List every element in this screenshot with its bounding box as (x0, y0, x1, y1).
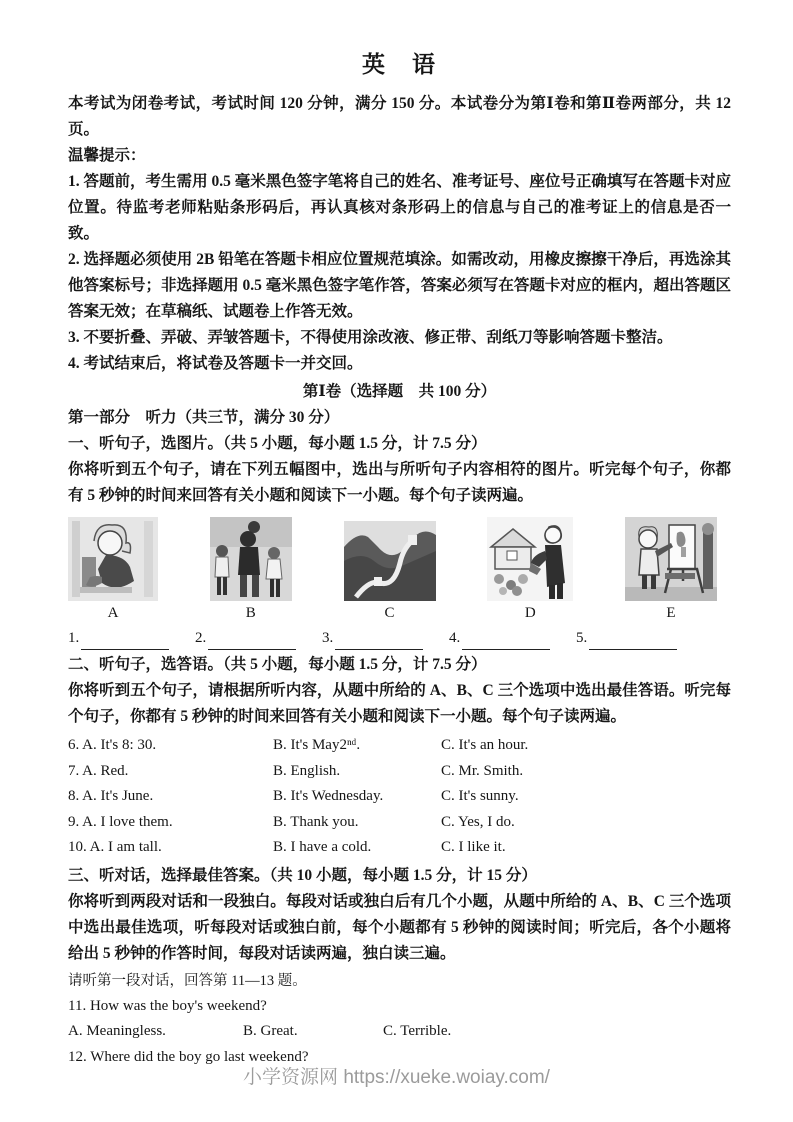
q10-option-b: B. I have a cold. (273, 839, 372, 855)
site-watermark: 小学资源网 https://xueke.woiay.com/ (243, 1067, 550, 1088)
q9-option-c: C. Yes, I do. (441, 813, 515, 830)
q8-option-b: B. It's Wednesday. (273, 788, 384, 804)
picture-label-b: B (245, 605, 256, 621)
q7-option-a: 7. A. Red. (68, 762, 129, 779)
picture-label-c: C (384, 605, 395, 621)
girl-crouching-image (68, 517, 158, 601)
q8-option-a: 8. A. It's June. (68, 788, 154, 804)
question-11-text: 11. How was the boy's weekend? (68, 997, 267, 1014)
tip-2: 2. 选择题必须使用 2B 铅笔在答题卡相应位置规范填涂。如需改动，用橡皮擦擦干净后，再选涂其他答案标号；非选择题用 0.5 毫米黑色签字笔作答，答案必须写在答题卡对应的框内，超出答题区答案无效；在草稿纸、试题卷上作答无效。 (68, 251, 731, 320)
blank-number: 1. (68, 630, 80, 646)
section3-header: 三、听对话，选择最佳答案。（共 10 小题，每小题 1.5 分，计 15 分） (68, 866, 537, 884)
part1-header: 第一部分 听力（共三节，满分 30 分） (68, 409, 340, 426)
picture-label-e: E (666, 605, 676, 621)
exam-paper-page (68, 46, 731, 1070)
child-painting-image (625, 517, 717, 601)
picture-options-row (68, 517, 731, 622)
q6-option-b: B. It's May2ⁿᵈ. (273, 737, 361, 753)
section2-header: 二、听句子，选答语。（共 5 小题，每小题 1.5 分，计 7.5 分） (68, 656, 487, 673)
answer-blank-3 (322, 626, 449, 650)
q8-option-c: C. It's sunny. (441, 788, 519, 804)
picture-label-a: A (107, 605, 119, 621)
question-11-options (68, 1019, 731, 1045)
q11-option-a: A. Meaningless. (68, 1023, 166, 1039)
tip-4: 4. 考试结束后，将试卷及答题卡一并交回。 (68, 355, 363, 372)
answer-blank-1 (68, 626, 195, 650)
blank-number: 3. (322, 630, 334, 646)
q9-option-b: B. Thank you. (273, 813, 359, 830)
page-title: 英 语 (362, 52, 437, 77)
tip-1: 1. 答题前，考生需用 0.5 毫米黑色签字笔将自己的姓名、准考证号、座位号正确填写在答题卡对应位置。待监考老师粘贴条形码后，再认真核对条形码上的信息与自己的准考证上的信息是否一致。 (68, 173, 731, 242)
tips-title: 温馨提示： (68, 147, 146, 164)
question-6-row (68, 733, 731, 759)
question-10-row (68, 835, 731, 861)
blank-line (81, 632, 169, 650)
dialog1-note: 请听第一段对话，回答第 11—13 题。 (68, 972, 307, 989)
answer-blank-5 (576, 626, 677, 650)
question-7-row (68, 759, 731, 785)
volume1-header: 第Ⅰ卷（选择题 共 100 分） (302, 383, 497, 400)
blank-line (462, 632, 550, 650)
picture-label-d: D (524, 605, 536, 621)
q6-option-c: C. It's an hour. (441, 737, 529, 753)
question-8-row (68, 784, 731, 810)
q10-option-c: C. I like it. (441, 839, 506, 855)
picture-option-b (210, 517, 292, 622)
picture-option-e (625, 517, 717, 622)
blank-number: 4. (449, 630, 461, 646)
basketball-players-image (210, 517, 292, 601)
blank-number: 5. (576, 630, 588, 646)
q11-option-b: B. Great. (243, 1023, 298, 1039)
blank-line (208, 632, 296, 650)
answer-blank-2 (195, 626, 322, 650)
question-9-row (68, 810, 731, 836)
boy-gardening-image (487, 517, 573, 601)
q7-option-c: C. Mr. Smith. (441, 762, 524, 779)
picture-option-a (68, 517, 158, 622)
section1-instructions: 你将听到五个句子，请在下列五幅图中，选出与所听句子内容相符的图片。听完每个句子，你都有 5 秒钟的时间来回答有关小题和阅读下一小题。每个句子读两遍。 (68, 461, 731, 504)
answer-blank-4 (449, 626, 576, 650)
question-12-text: 12. Where did the boy go last weekend? (68, 1048, 309, 1065)
blank-number: 2. (195, 630, 207, 646)
tip-3: 3. 不要折叠、弄破、弄皱答题卡，不得使用涂改液、修正带、刮纸刀等影响答题卡整洁。 (68, 329, 673, 346)
blank-line (335, 632, 423, 650)
answer-blanks-row (68, 626, 731, 650)
blank-line (589, 632, 677, 650)
q6-option-a: 6. A. It's 8: 30. (68, 737, 157, 753)
q10-option-a: 10. A. I am tall. (68, 839, 162, 855)
section1-header: 一、听句子，选图片。（共 5 小题，每小题 1.5 分，计 7.5 分） (68, 435, 487, 452)
section2-instructions: 你将听到五个句子，请根据所听内容，从题中所给的 A、B、C 三个选项中选出最佳答语。听完每个句子，你都有 5 秒钟的时间来回答有关小题和阅读下一小题。每个句子读两遍。 (68, 682, 731, 725)
exam-info-paragraph: 本考试为闭卷考试，考试时间 120 分钟，满分 150 分。本试卷分为第Ⅰ卷和第Ⅱ卷两部分，共 12 页。 (68, 95, 731, 138)
q9-option-a: 9. A. I love them. (68, 813, 173, 830)
questions-6-10 (68, 733, 731, 861)
picture-option-c (344, 521, 436, 622)
great-wall-image (344, 521, 436, 601)
picture-option-d (487, 517, 573, 622)
q11-option-c: C. Terrible. (383, 1023, 452, 1039)
q7-option-b: B. English. (273, 762, 341, 779)
section3-instructions: 你将听到两段对话和一段独白。每段对话或独白后有几个小题，从题中所给的 A、B、C 三个选项中选出最佳选项，听每段对话或独白前，每个小题都有 5 秒钟的阅读时间；听完后，各个小题将给出 5 秒钟的作答时间，每段对话读两遍，独白读三遍。 (68, 892, 731, 962)
